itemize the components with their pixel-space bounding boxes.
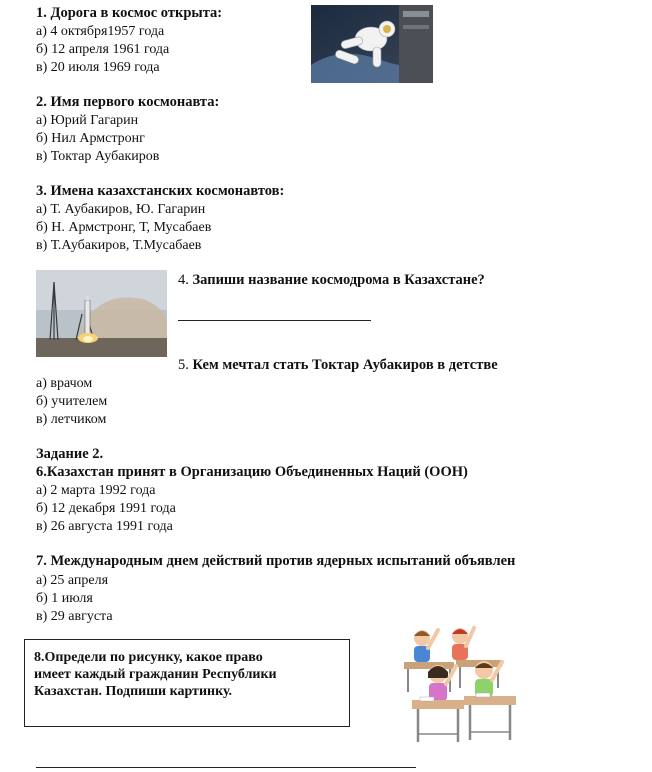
- q4-text: Запиши название космодрома в Казахстане?: [192, 272, 485, 288]
- q6-option-a: а) 2 марта 1992 года: [36, 483, 156, 498]
- q3-option-b: б) Н. Армстронг, Т, Мусабаев: [36, 220, 212, 235]
- q7-option-a: а) 25 апреля: [36, 573, 109, 588]
- q2-option-c: в) Токтар Аубакиров: [36, 149, 160, 164]
- children-classroom-illustration: [398, 622, 522, 746]
- q8-line-3: Казахстан. Подпиши картинку.: [34, 684, 233, 699]
- q8-box: [24, 639, 350, 727]
- q2-option-b: б) Нил Армстронг: [36, 131, 145, 146]
- q5-number: 5.: [178, 357, 189, 373]
- q3-question: 3. Имена казахстанских космонавтов:: [36, 183, 285, 199]
- q3-option-c: в) Т.Аубакиров, Т.Мусабаев: [36, 238, 202, 253]
- task2-title: Задание 2.: [36, 446, 104, 462]
- q6-option-c: в) 26 августа 1991 года: [36, 519, 173, 534]
- q8-line-2: имеет каждый гражданин Республики: [34, 667, 277, 682]
- q5-option-c: в) летчиком: [36, 412, 107, 427]
- q1-option-c: в) 20 июля 1969 года: [36, 60, 160, 75]
- q1-question: 1. Дорога в космос открыта:: [36, 5, 223, 21]
- q8-answer-line[interactable]: [36, 767, 416, 768]
- q4-number: 4.: [178, 272, 189, 288]
- q8-line-1: 8.Определи по рисунку, какое право: [34, 650, 263, 665]
- rocket-launch-image: [36, 270, 167, 357]
- q2-question: 2. Имя первого космонавта:: [36, 94, 220, 110]
- q4-answer-line[interactable]: [178, 320, 371, 321]
- q5-text: Кем мечтал стать Токтар Аубакиров в детстве: [192, 357, 498, 373]
- q7-option-c: в) 29 августа: [36, 609, 113, 624]
- q4-question: [178, 272, 485, 289]
- q7-question: 7. Международным днем действий против ядерных испытаний объявлен: [36, 553, 516, 569]
- q6-question: 6.Казахстан принят в Организацию Объединенных Наций (ООН): [36, 464, 468, 480]
- q5-question: [178, 357, 498, 374]
- q1-option-b: б) 12 апреля 1961 года: [36, 42, 170, 57]
- astronaut-spacewalk-image: [311, 5, 433, 83]
- q5-option-b: б) учителем: [36, 394, 108, 409]
- q3-option-a: а) Т. Аубакиров, Ю. Гагарин: [36, 202, 206, 217]
- q5-option-a: а) врачом: [36, 376, 93, 391]
- q2-option-a: а) Юрий Гагарин: [36, 113, 139, 128]
- q1-option-a: а) 4 октября1957 года: [36, 24, 165, 39]
- q6-option-b: б) 12 декабря 1991 года: [36, 501, 176, 516]
- q7-option-b: б) 1 июля: [36, 591, 93, 606]
